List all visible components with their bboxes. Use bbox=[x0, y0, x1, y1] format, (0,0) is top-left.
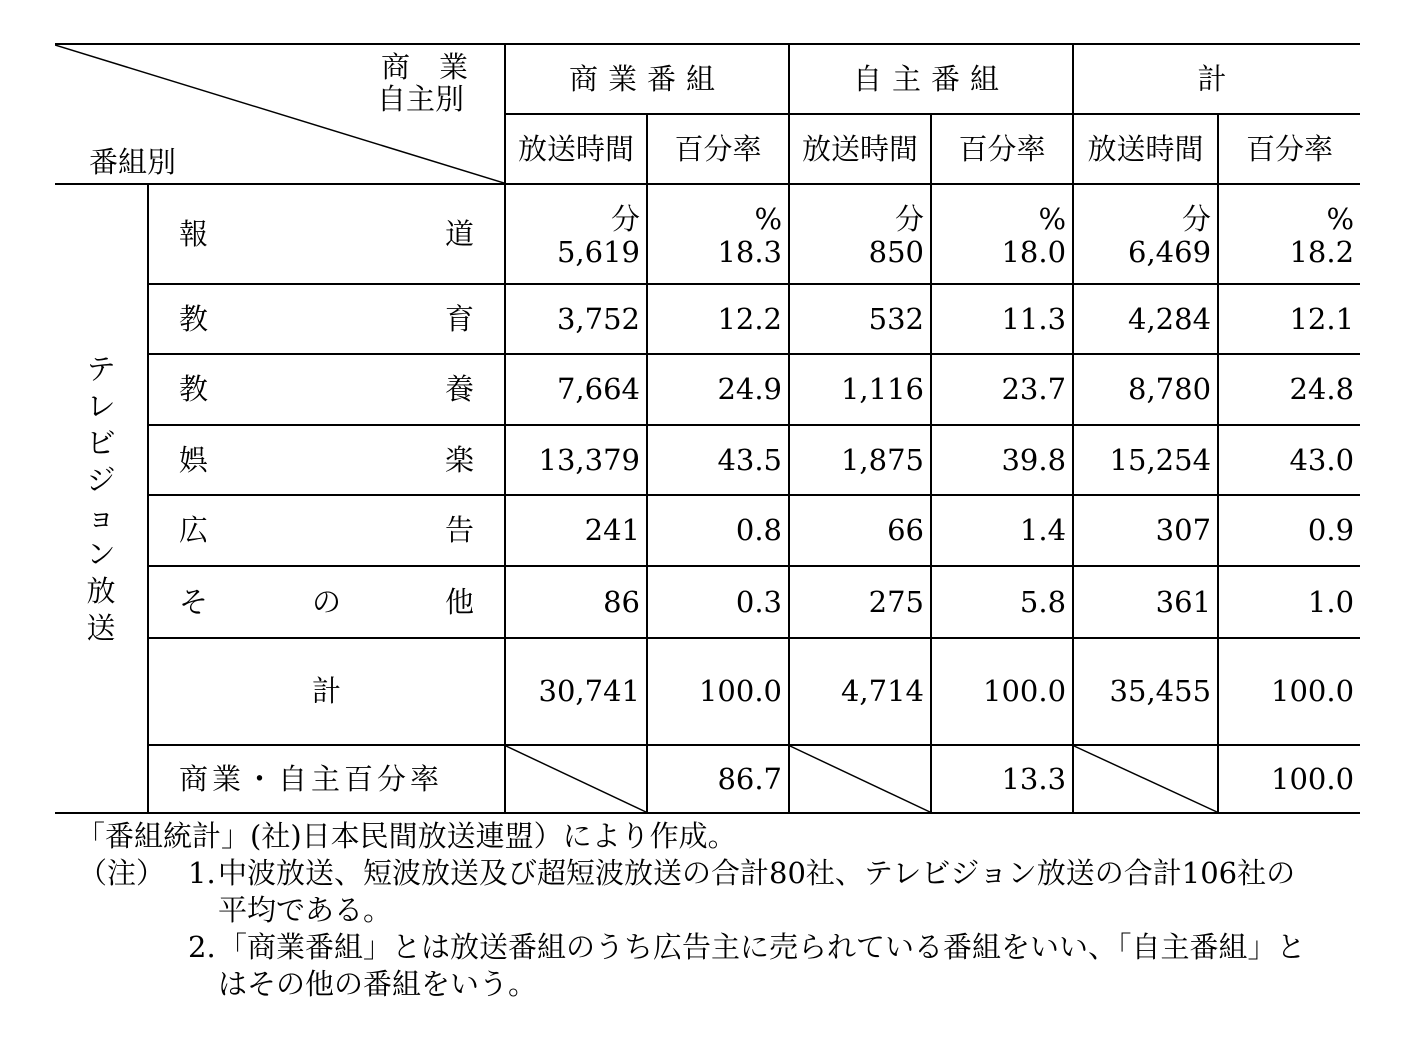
unit-percent: % bbox=[1038, 202, 1067, 236]
unit-minutes: 分 bbox=[1182, 202, 1212, 236]
section-label: テレビジョン放送 bbox=[86, 351, 116, 645]
value-cell: 361 bbox=[1073, 566, 1218, 638]
group-header-commercial: 商業番組 bbox=[505, 44, 789, 114]
value-cell: 12.2 bbox=[647, 284, 789, 354]
category-cell bbox=[148, 425, 505, 495]
category-cell bbox=[148, 284, 505, 354]
value-cell: 3,752 bbox=[505, 284, 647, 354]
category-char: 育 bbox=[444, 301, 474, 336]
table-row bbox=[55, 284, 1360, 354]
subhead-time-1: 放送時間 bbox=[505, 114, 647, 184]
notes-section bbox=[78, 818, 1378, 1003]
value-cell: 23.7 bbox=[931, 354, 1073, 425]
value-cell: 1,875 bbox=[789, 425, 931, 495]
program-stats-table bbox=[55, 43, 1360, 814]
category-cell bbox=[148, 495, 505, 566]
total-value-cell: 100.0 bbox=[1218, 638, 1360, 745]
value-cell: 分 6,469 bbox=[1073, 184, 1218, 284]
empty-diagonal-cell bbox=[1073, 745, 1218, 813]
category-char: の bbox=[311, 584, 341, 619]
value-cell: 307 bbox=[1073, 495, 1218, 566]
value-cell: 15,254 bbox=[1073, 425, 1218, 495]
corner-header-cell bbox=[55, 44, 505, 184]
note-item bbox=[188, 855, 1378, 929]
value-cell: 8,780 bbox=[1073, 354, 1218, 425]
value-cell: 86 bbox=[505, 566, 647, 638]
value-cell: 1,116 bbox=[789, 354, 931, 425]
total-value-cell: 35,455 bbox=[1073, 638, 1218, 745]
total-label: 計 bbox=[148, 638, 505, 745]
empty-diagonal-cell bbox=[789, 745, 931, 813]
unit-percent: % bbox=[754, 202, 783, 236]
unit-minutes: 分 bbox=[610, 202, 640, 236]
value-cell: 分 850 bbox=[789, 184, 931, 284]
note-text: 中波放送、短波放送及び超短波放送の合計80社、テレビジョン放送の合計106社の平均である。 bbox=[218, 856, 1296, 927]
value-cell: % 18.3 bbox=[647, 184, 789, 284]
value-cell: 532 bbox=[789, 284, 931, 354]
value-cell: 43.0 bbox=[1218, 425, 1360, 495]
total-value-cell: 100.0 bbox=[647, 638, 789, 745]
total-value-cell: 4,714 bbox=[789, 638, 931, 745]
source-note: 「番組統計」(社)日本民間放送連盟）により作成。 bbox=[76, 819, 737, 853]
value-cell: 24.9 bbox=[647, 354, 789, 425]
share-value-cell: 86.7 bbox=[647, 745, 789, 813]
category-char: 他 bbox=[444, 584, 474, 619]
total-row bbox=[55, 638, 1360, 745]
section-label-cell bbox=[55, 184, 148, 813]
corner-top-line1: 商 業 bbox=[380, 50, 468, 84]
empty-diagonal-cell bbox=[505, 745, 647, 813]
table-row bbox=[55, 566, 1360, 638]
share-value-cell: 13.3 bbox=[931, 745, 1073, 813]
unit-percent: % bbox=[1326, 202, 1355, 236]
subhead-pct-2: 百分率 bbox=[931, 114, 1073, 184]
category-char: 道 bbox=[444, 216, 474, 251]
category-cell bbox=[148, 566, 505, 638]
value-cell: 7,664 bbox=[505, 354, 647, 425]
value-cell: 12.1 bbox=[1218, 284, 1360, 354]
table-row bbox=[55, 495, 1360, 566]
value-cell: 13,379 bbox=[505, 425, 647, 495]
value-cell: 5.8 bbox=[931, 566, 1073, 638]
value-cell: 11.3 bbox=[931, 284, 1073, 354]
category-char: 広 bbox=[179, 513, 209, 547]
share-label: 商業・自主百分率 bbox=[148, 745, 505, 813]
category-char: 楽 bbox=[444, 442, 474, 477]
cell-diagonal bbox=[1074, 746, 1217, 812]
total-value-cell: 30,741 bbox=[505, 638, 647, 745]
cell-diagonal bbox=[506, 746, 646, 812]
value-cell: 43.5 bbox=[647, 425, 789, 495]
cell-diagonal bbox=[790, 746, 930, 812]
notes-label: （注） bbox=[78, 856, 166, 890]
value-cell: 分 5,619 bbox=[505, 184, 647, 284]
value-cell: 275 bbox=[789, 566, 931, 638]
category-char: 教 bbox=[179, 301, 209, 336]
category-char: 養 bbox=[444, 372, 474, 406]
table-row bbox=[55, 425, 1360, 495]
subhead-pct-3: 百分率 bbox=[1218, 114, 1360, 184]
group-header-total: 計 bbox=[1073, 44, 1360, 114]
share-value-cell: 100.0 bbox=[1218, 745, 1360, 813]
category-char: 告 bbox=[444, 513, 474, 547]
note-number: 2. bbox=[188, 930, 216, 964]
value-cell: % 18.0 bbox=[931, 184, 1073, 284]
corner-bottom-label: 番組別 bbox=[89, 145, 177, 179]
subhead-time-2: 放送時間 bbox=[789, 114, 931, 184]
value-cell: 0.8 bbox=[647, 495, 789, 566]
value-cell: 4,284 bbox=[1073, 284, 1218, 354]
value-cell: 39.8 bbox=[931, 425, 1073, 495]
table-row bbox=[55, 354, 1360, 425]
category-cell bbox=[148, 184, 505, 284]
subhead-pct-1: 百分率 bbox=[647, 114, 789, 184]
value-cell: 241 bbox=[505, 495, 647, 566]
category-char: そ bbox=[179, 584, 209, 619]
category-cell bbox=[148, 354, 505, 425]
category-char: 娯 bbox=[179, 442, 209, 477]
category-char: 教 bbox=[179, 372, 209, 406]
value-cell: 0.9 bbox=[1218, 495, 1360, 566]
unit-minutes: 分 bbox=[895, 202, 925, 236]
value-cell: 0.3 bbox=[647, 566, 789, 638]
total-value-cell: 100.0 bbox=[931, 638, 1073, 745]
group-header-independent: 自主番組 bbox=[789, 44, 1073, 114]
value-cell: 66 bbox=[789, 495, 931, 566]
value-cell: 24.8 bbox=[1218, 354, 1360, 425]
corner-top-line2: 自主別 bbox=[376, 82, 464, 116]
note-item bbox=[188, 929, 1378, 1003]
note-number: 1. bbox=[188, 856, 216, 890]
category-char: 報 bbox=[179, 216, 209, 251]
table-row bbox=[55, 184, 1360, 284]
value-cell: 1.0 bbox=[1218, 566, 1360, 638]
value-cell: % 18.2 bbox=[1218, 184, 1360, 284]
value-cell: 1.4 bbox=[931, 495, 1073, 566]
notes-block bbox=[78, 855, 1378, 1003]
subhead-time-3: 放送時間 bbox=[1073, 114, 1218, 184]
note-text: 「商業番組」とは放送番組のうち広告主に売られている番組をいい、「自主番組」とはその他の番組をいう。 bbox=[218, 930, 1306, 1001]
corner-top-label bbox=[377, 51, 468, 115]
notes-body bbox=[188, 855, 1378, 1003]
share-row bbox=[55, 745, 1360, 813]
